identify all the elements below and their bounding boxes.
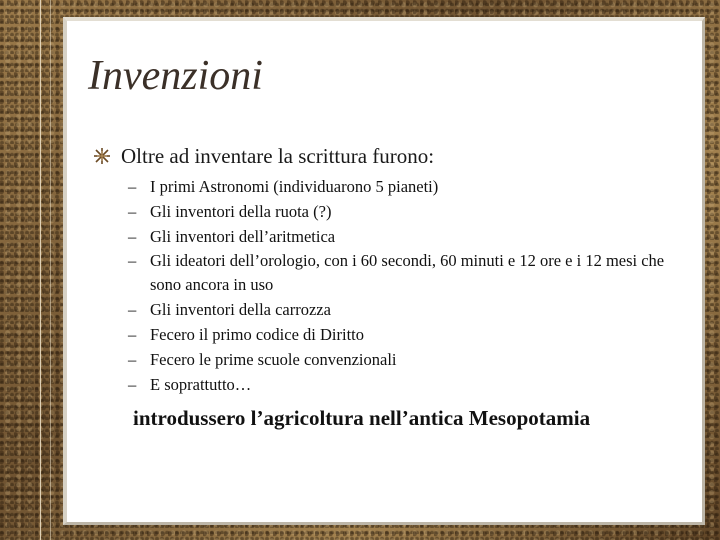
dash-marker: – — [128, 251, 137, 270]
dash-marker: – — [128, 202, 137, 221]
list-item: – Gli inventori della carrozza — [128, 297, 688, 322]
slide-title: Invenzioni — [88, 53, 263, 99]
decorative-line — [50, 0, 51, 540]
dash-marker: – — [128, 325, 137, 344]
dash-marker: – — [128, 375, 137, 394]
conclusion-text: introdussero l’agricoltura nell’antica Mesopotamia — [133, 406, 591, 430]
list-item: – Gli inventori dell’aritmetica — [128, 224, 688, 249]
sub-bullet-list — [128, 174, 688, 397]
dash-marker: – — [128, 177, 137, 196]
list-item: – I primi Astronomi (individuarono 5 pianeti) — [128, 174, 688, 199]
list-item: – Fecero le prime scuole convenzionali — [128, 347, 688, 372]
dash-marker: – — [128, 350, 137, 369]
main-bullet — [93, 144, 434, 169]
list-item: – E soprattutto… — [128, 372, 688, 397]
decorative-line — [40, 0, 41, 540]
list-item: – Gli ideatori dell’orologio, con i 60 secondi, 60 minuti e 12 ore e i 12 mesi che sono ancora in uso — [128, 251, 665, 294]
list-item: – Fecero il primo codice di Diritto — [128, 322, 688, 347]
main-bullet-text: Oltre ad inventare la scrittura furono: — [121, 144, 435, 168]
dash-marker: – — [128, 300, 137, 319]
dash-marker: – — [128, 227, 137, 246]
star-bullet-icon — [93, 147, 111, 165]
list-item: – Gli inventori della ruota (?) — [128, 199, 688, 224]
